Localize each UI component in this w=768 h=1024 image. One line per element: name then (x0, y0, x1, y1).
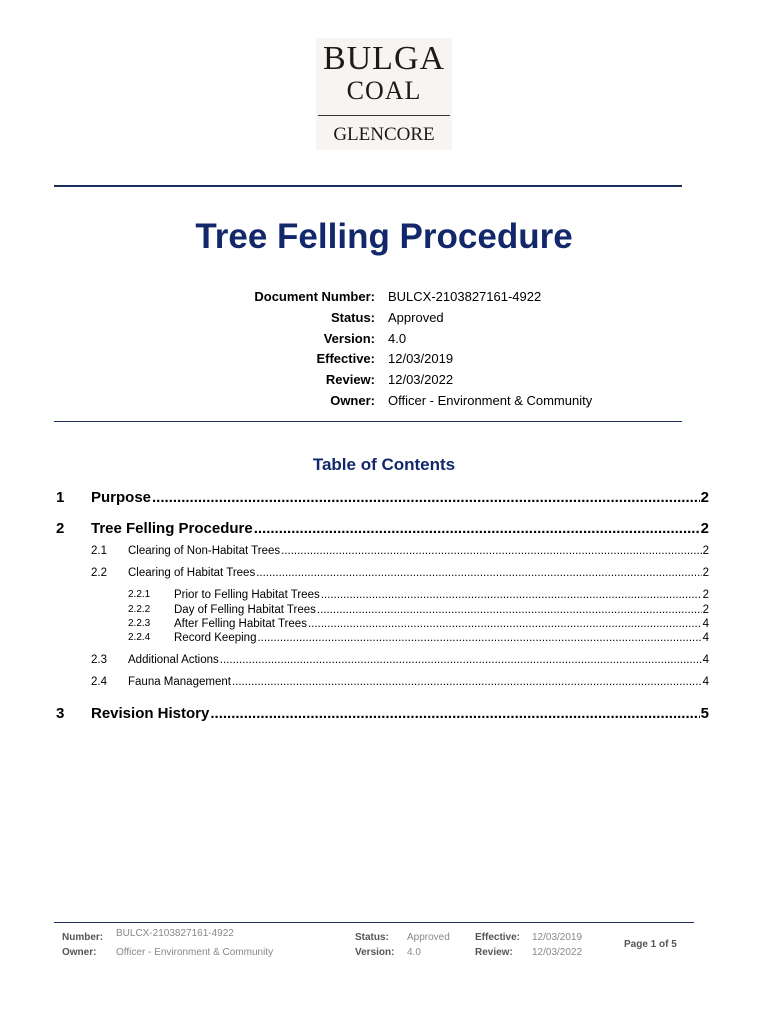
toc-text: After Felling Habitat Trees (174, 618, 307, 630)
footer-divider (54, 922, 694, 923)
toc-text: Purpose (91, 489, 152, 506)
toc-entry-day-of-felling[interactable] (128, 604, 709, 616)
meta-label: Owner: (330, 393, 375, 408)
meta-row-document-number (0, 289, 768, 309)
meta-value: Officer - Environment & Community (388, 393, 593, 408)
toc-page: 2 (700, 520, 709, 537)
meta-value: 12/03/2019 (388, 351, 454, 366)
document-title: Tree Felling Procedure (195, 217, 573, 256)
toc-entry-habitat-trees[interactable] (91, 567, 709, 579)
footer-review-value: 12/03/2022 (532, 947, 583, 958)
metadata-divider (54, 421, 682, 422)
toc-number: 2 (56, 520, 65, 537)
toc-leader (152, 489, 700, 506)
toc-number: 1 (56, 489, 65, 506)
footer-version-value: 4.0 (407, 947, 421, 958)
footer-number-label: Number: (62, 932, 104, 943)
footer-owner-value: Officer - Environment & Community (116, 947, 274, 958)
meta-label: Status: (330, 310, 375, 325)
toc-number: 2.2.2 (128, 604, 151, 615)
toc-text: Additional Actions (128, 654, 219, 666)
meta-label: Version: (323, 331, 375, 346)
footer-owner-label: Owner: (62, 947, 97, 958)
meta-value: 4.0 (388, 331, 407, 346)
toc-entry-non-habitat-trees[interactable] (91, 545, 709, 557)
toc-leader (256, 567, 701, 579)
toc-entry-fauna-management[interactable] (91, 676, 709, 688)
toc-leader (220, 654, 702, 666)
toc-leader (232, 676, 702, 688)
toc-entry-purpose[interactable] (56, 489, 709, 506)
toc-leader (308, 618, 702, 630)
toc-heading: Table of Contents (312, 455, 456, 474)
toc-page: 2 (702, 545, 709, 557)
toc-page: 4 (702, 618, 709, 630)
toc-leader (281, 545, 701, 557)
footer-page-number: Page 1 of 5 (624, 939, 677, 950)
toc-number: 2.2 (91, 567, 107, 579)
meta-value: BULCX-2103827161-4922 (388, 289, 542, 304)
header-divider (54, 185, 682, 187)
toc-text: Day of Felling Habitat Trees (174, 604, 316, 616)
toc-page: 4 (702, 632, 709, 644)
toc-entry-additional-actions[interactable] (91, 654, 709, 666)
toc-text: Clearing of Non-Habitat Trees (128, 545, 281, 557)
toc-page: 4 (702, 654, 709, 666)
toc-number: 2.2.3 (128, 618, 151, 629)
toc-page: 2 (700, 489, 709, 506)
footer-number-value: BULCX-2103827161-4922 (116, 928, 234, 939)
toc-entry-after-felling[interactable] (128, 618, 709, 630)
toc-leader (257, 632, 701, 644)
toc-entry-record-keeping[interactable] (128, 632, 709, 644)
meta-value: Approved (388, 310, 444, 325)
meta-value: 12/03/2022 (388, 372, 454, 387)
toc-page: 2 (702, 589, 709, 601)
toc-leader (317, 604, 702, 616)
meta-row-review (0, 372, 768, 392)
meta-row-version (0, 331, 768, 351)
toc-text: Revision History (91, 705, 210, 722)
footer-effective-label: Effective: (475, 932, 521, 943)
logo-coal-text: COAL (346, 76, 422, 105)
toc-page: 2 (702, 604, 709, 616)
toc-text: Record Keeping (174, 632, 257, 644)
meta-label: Document Number: (254, 289, 375, 304)
toc-entry-tree-felling-procedure[interactable] (56, 520, 709, 537)
toc-number: 3 (56, 705, 65, 722)
meta-row-owner (0, 393, 768, 413)
toc-page: 2 (702, 567, 709, 579)
toc-page: 4 (702, 676, 709, 688)
logo-bulga-text: BULGA (322, 40, 446, 77)
toc-text: Fauna Management (128, 676, 231, 688)
meta-label: Review: (325, 372, 375, 387)
toc-leader (321, 589, 702, 601)
meta-row-effective (0, 351, 768, 371)
toc-text: Tree Felling Procedure (91, 520, 253, 537)
toc-number: 2.4 (91, 676, 107, 688)
toc-number: 2.2.4 (128, 632, 151, 643)
company-logo (316, 38, 452, 150)
meta-row-status (0, 310, 768, 330)
footer-effective-value: 12/03/2019 (532, 932, 583, 943)
toc-leader (210, 705, 699, 722)
footer-status-value: Approved (407, 932, 450, 943)
meta-label: Effective: (316, 351, 375, 366)
toc-page: 5 (700, 705, 709, 722)
toc-entry-prior-to-felling[interactable] (128, 589, 709, 601)
toc-text: Prior to Felling Habitat Trees (174, 589, 320, 601)
logo-glencore-text: GLENCORE (333, 124, 435, 145)
toc-leader (254, 520, 700, 537)
toc-number: 2.2.1 (128, 589, 151, 600)
toc-number: 2.3 (91, 654, 107, 666)
toc-text: Clearing of Habitat Trees (128, 567, 256, 579)
footer-version-label: Version: (355, 947, 395, 958)
footer-review-label: Review: (475, 947, 513, 958)
toc-number: 2.1 (91, 545, 107, 557)
footer-status-label: Status: (355, 932, 389, 943)
toc-entry-revision-history[interactable] (56, 705, 709, 722)
logo-divider (318, 115, 450, 116)
